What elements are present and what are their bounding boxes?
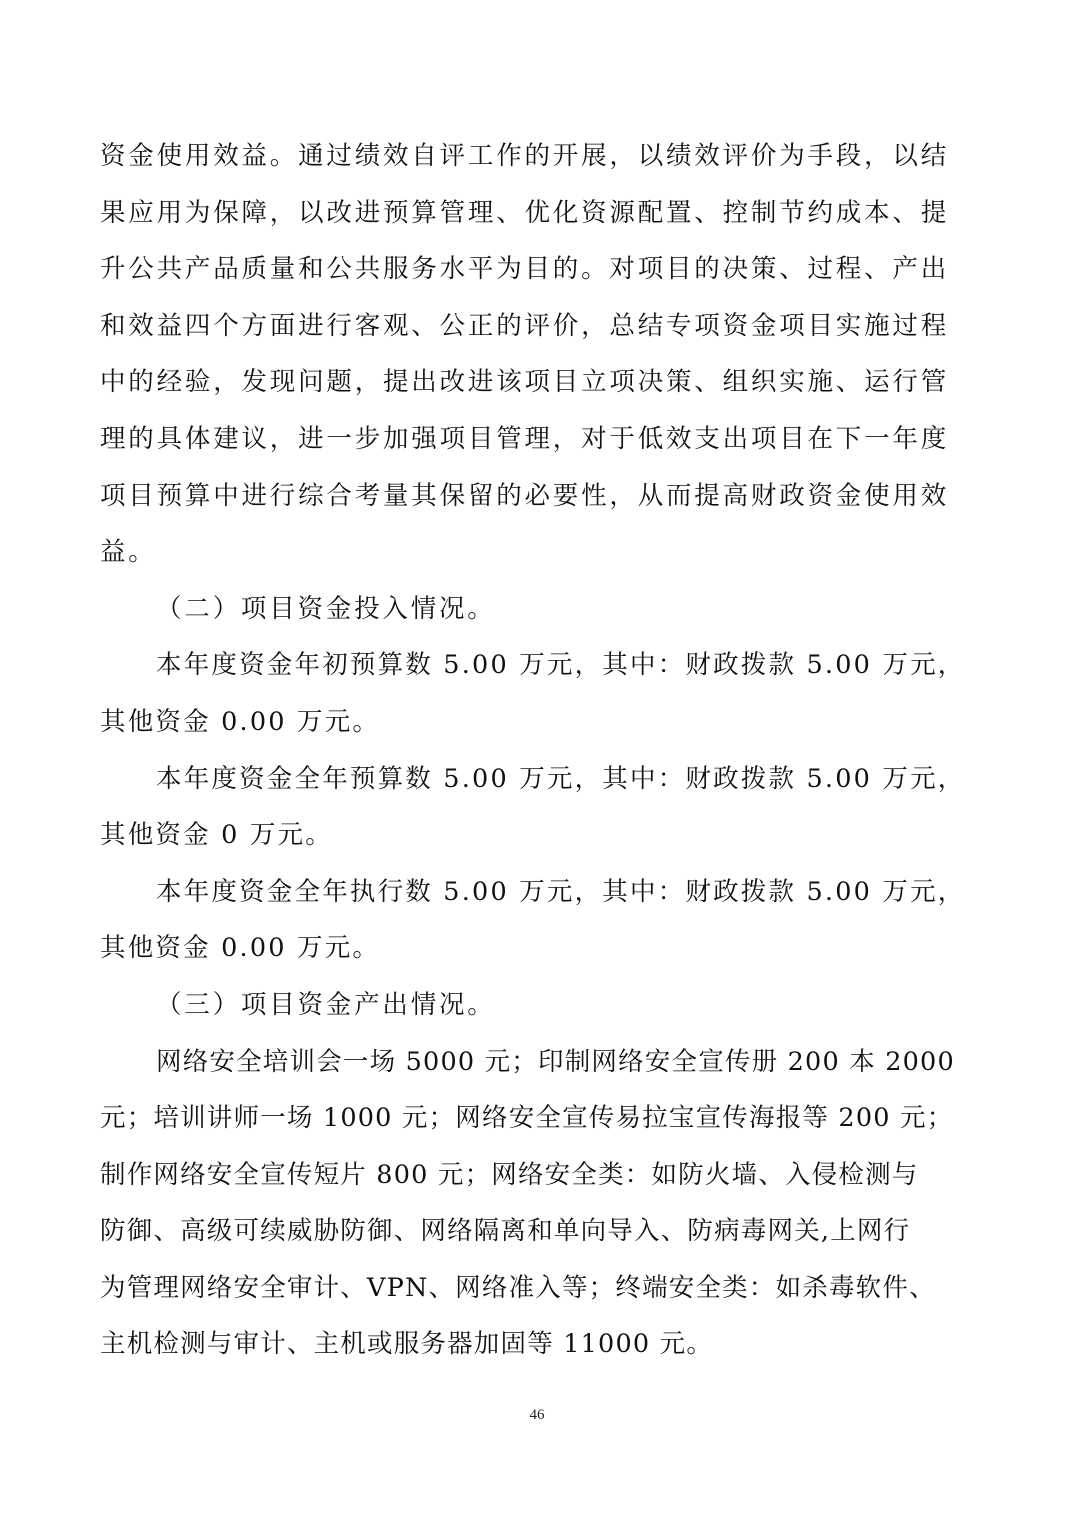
paragraph-line: 其他资金 0.00 万元。 xyxy=(100,933,381,964)
paragraph-line: 和效益四个方面进行客观、公正的评价，总结专项资金项目实施过程 xyxy=(100,310,950,341)
paragraph-line: 元；培训讲师一场 1000 元；网络安全宣传易拉宝宣传海报等 200 元； xyxy=(100,1103,954,1134)
paragraph-line: 资金使用效益。通过绩效自评工作的开展，以绩效评价为手段，以结 xyxy=(100,141,950,171)
paragraph-line: 网络安全培训会一场 5000 元；印制网络安全宣传册 200 本 2000 xyxy=(156,1046,955,1077)
paragraph-line: 益。 xyxy=(100,537,157,568)
paragraph-line: 防御、高级可续威胁防御、网络隔离和单向导入、防病毒网关,上网行 xyxy=(100,1216,911,1247)
paragraph-line: 果应用为保障，以改进预算管理、优化资源配置、控制节约成本、提 xyxy=(100,197,950,228)
paragraph-annual-budget xyxy=(100,751,976,864)
paragraph-line: 制作网络安全宣传短片 800 元；网络安全类：如防火墙、入侵检测与 xyxy=(100,1159,919,1190)
section-heading-funding-output: （三）项目资金产出情况。 xyxy=(156,989,496,1020)
paragraph-line: 本年度资金全年执行数 5.00 万元，其中：财政拨款 5.00 万元， xyxy=(156,876,966,907)
paragraph-initial-budget xyxy=(100,637,976,750)
paragraph-line: 主机检测与审计、主机或服务器加固等 11000 元。 xyxy=(100,1329,714,1360)
paragraph-line: 升公共产品质量和公共服务水平为目的。对项目的决策、过程、产出 xyxy=(100,254,950,285)
paragraph-line: 其他资金 0.00 万元。 xyxy=(100,706,381,737)
section-heading-funding-input: （二）项目资金投入情况。 xyxy=(156,593,496,624)
paragraph-line: 中的经验，发现问题，提出改进该项目立项决策、组织实施、运行管 xyxy=(100,367,950,398)
paragraph-annual-execution xyxy=(100,864,976,977)
paragraph-line: 理的具体建议，进一步加强项目管理，对于低效支出项目在下一年度 xyxy=(100,423,950,454)
paragraph-line: 本年度资金全年预算数 5.00 万元，其中：财政拨款 5.00 万元， xyxy=(156,763,966,794)
paragraph-line: 为管理网络安全审计、VPN、网络准入等；终端安全类：如杀毒软件、 xyxy=(100,1272,936,1303)
paragraph-output-details xyxy=(100,1034,976,1374)
paragraph-line: 项目预算中进行综合考量其保留的必要性，从而提高财政资金使用效 xyxy=(100,480,950,511)
paragraph-line: 其他资金 0 万元。 xyxy=(100,820,333,851)
page-number: 46 xyxy=(529,1407,545,1423)
document-page xyxy=(100,128,976,1373)
paragraph-line: 本年度资金年初预算数 5.00 万元，其中：财政拨款 5.00 万元， xyxy=(156,650,966,681)
paragraph-performance-evaluation xyxy=(100,128,976,581)
